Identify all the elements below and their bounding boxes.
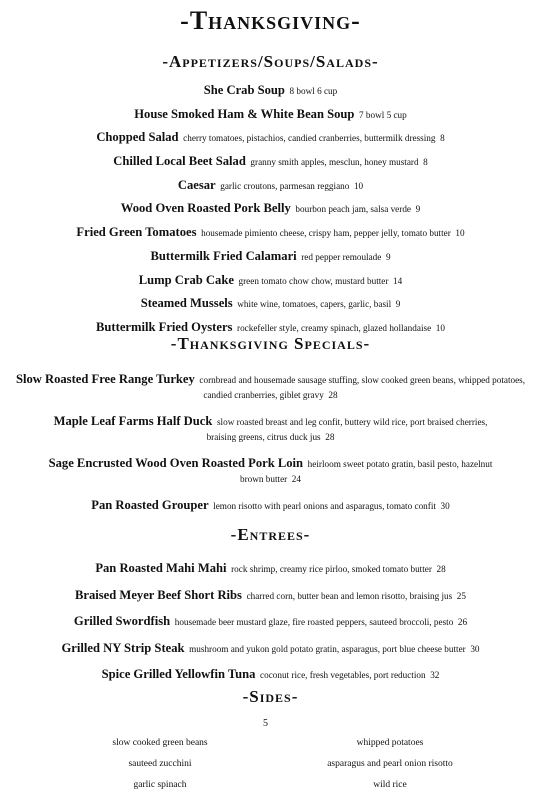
item-description: green tomato chow chow, mustard butter	[233, 275, 389, 286]
item-price: 28	[431, 564, 446, 574]
item-price: 32	[425, 670, 440, 681]
menu-item	[0, 414, 541, 444]
menu-item	[0, 130, 541, 145]
side-item: garlic spinach	[133, 780, 187, 790]
item-price: 30	[465, 643, 480, 654]
item-name: Pan Roasted Grouper	[91, 498, 209, 512]
sides-price: 5	[263, 718, 268, 729]
item-name: Caesar	[177, 177, 216, 192]
item-name: Braised Meyer Beef Short Ribs	[75, 587, 242, 602]
item-price: 9	[381, 251, 391, 262]
item-name: Grilled Swordfish	[73, 614, 171, 629]
item-name: House Smoked Ham & White Bean Soup	[134, 106, 355, 121]
item-name: Chopped Salad	[96, 130, 179, 145]
menu-item	[0, 273, 541, 288]
side-item: sauteed zucchini	[128, 759, 192, 769]
item-description: rock shrimp, creamy rice pirloo, smoked tomato butter	[226, 564, 432, 574]
menu-item	[0, 641, 541, 656]
item-description: granny smith apples, mesclun, honey mustard	[245, 157, 419, 168]
item-price: 8	[418, 157, 428, 168]
item-description: slow roasted breast and leg confit, buttery wild rice, port braised cherries, braising greens, citrus duck jus	[206, 417, 488, 442]
menu-item	[0, 249, 541, 264]
item-description: coconut rice, fresh vegetables, port reduction	[255, 670, 426, 681]
item-price: 10	[450, 228, 465, 239]
item-price: 25	[452, 590, 466, 601]
entrees-heading: -Entrees-	[230, 525, 311, 544]
item-name: Steamed Mussels	[140, 296, 233, 311]
item-name: Lump Crab Cake	[138, 272, 234, 287]
item-description: garlic croutons, parmesan reggiano	[215, 180, 350, 191]
item-description: red pepper remoulade	[296, 251, 382, 262]
item-description: housemade pimiento cheese, crispy ham, pepper jelly, tomato butter	[196, 228, 451, 239]
item-description: heirloom sweet potato gratin, basil pesto, hazelnut brown butter	[240, 459, 493, 484]
side-item: whipped potatoes	[356, 738, 424, 748]
appetizers-heading: -Appetizers/Soups/Salads-	[162, 52, 379, 71]
menu-item	[0, 320, 541, 335]
item-price: 10	[349, 180, 364, 191]
menu-item	[0, 667, 541, 682]
appetizers-list	[0, 83, 541, 344]
item-price: 28	[323, 390, 338, 400]
menu-item	[0, 498, 541, 513]
sides-heading: -Sides-	[242, 687, 299, 706]
item-price: 10	[431, 322, 445, 333]
menu-item	[0, 456, 541, 486]
item-price: 14	[388, 275, 403, 286]
specials-heading: -Thanksgiving Specials-	[170, 334, 371, 353]
side-item: wild rice	[373, 780, 407, 790]
menu-item	[0, 154, 541, 169]
item-price: 9	[391, 299, 401, 310]
item-price: 7 bowl 5 cup	[354, 109, 407, 120]
menu-item	[0, 107, 541, 122]
menu-item	[0, 372, 541, 402]
menu-item	[0, 588, 541, 603]
item-description: lemon risotto with pearl onions and asparagus, tomato confit	[208, 501, 436, 511]
item-description: rockefeller style, creamy spinach, glazed hollandaise	[232, 322, 432, 333]
item-name: Wood Oven Roasted Pork Belly	[120, 201, 291, 216]
item-name: Grilled NY Strip Steak	[61, 640, 185, 655]
item-price: 8	[435, 133, 445, 144]
item-name: Chilled Local Beet Salad	[113, 154, 246, 169]
side-item: asparagus and pearl onion risotto	[327, 759, 453, 769]
item-price: 9	[411, 204, 421, 215]
item-price: 28	[320, 432, 335, 442]
entrees-list	[0, 561, 541, 694]
item-name: Slow Roasted Free Range Turkey	[15, 372, 195, 386]
item-name: Spice Grilled Yellowfin Tuna	[101, 667, 256, 682]
item-description: charred corn, butter bean and lemon risotto, braising jus	[241, 590, 453, 601]
menu-item	[0, 225, 541, 240]
item-name: Buttermilk Fried Calamari	[150, 248, 297, 263]
item-description: cherry tomatoes, pistachios, candied cranberries, buttermilk dressing	[178, 133, 436, 144]
specials-list	[0, 372, 541, 525]
menu-title: -Thanksgiving-	[180, 6, 361, 35]
item-name: Buttermilk Fried Oysters	[96, 319, 233, 334]
menu-item	[0, 614, 541, 629]
item-description: cornbread and housemade sausage stuffing, slow cooked green beans, whipped potatoes, candied cranberries, giblet gravy	[194, 375, 526, 400]
item-name: Maple Leaf Farms Half Duck	[53, 414, 213, 428]
menu-item	[0, 561, 541, 576]
item-name: Sage Encrusted Wood Oven Roasted Pork Loin	[48, 456, 304, 470]
item-description: white wine, tomatoes, capers, garlic, basil	[232, 299, 392, 310]
item-price: 8 bowl 6 cup	[284, 86, 338, 96]
item-name: Fried Green Tomatoes	[76, 225, 197, 240]
item-name: She Crab Soup	[203, 83, 285, 97]
menu-item	[0, 178, 541, 193]
side-item: slow cooked green beans	[112, 738, 208, 748]
item-description: bourbon peach jam, salsa verde	[290, 204, 411, 215]
menu-item	[0, 83, 541, 98]
menu-item	[0, 201, 541, 216]
item-description: mushroom and yukon gold potato gratin, asparagus, port blue cheese butter	[184, 643, 466, 654]
item-price: 26	[453, 617, 468, 628]
item-price: 24	[287, 474, 301, 484]
menu-item	[0, 296, 541, 311]
item-name: Pan Roasted Mahi Mahi	[95, 561, 227, 575]
item-price: 30	[435, 501, 450, 511]
item-description: housemade beer mustard glaze, fire roasted peppers, sauteed broccoli, pesto	[170, 617, 454, 628]
